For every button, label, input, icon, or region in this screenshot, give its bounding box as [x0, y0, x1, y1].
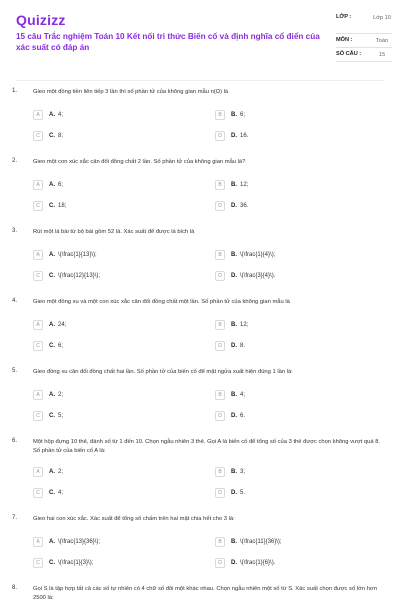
worksheet-header — [0, 0, 400, 80]
option-letter-box: A — [33, 320, 43, 330]
option-text: \(\frac{1}{6}\). — [240, 559, 276, 566]
option-a[interactable]: A A. 24; — [33, 318, 177, 331]
question-text: Gieo một con xúc xắc cân đối đồng chất 2 lần. Số phần tử của không gian mẫu là? — [33, 159, 246, 165]
option-c[interactable]: C C. 5; — [33, 409, 177, 422]
option-text: 8; — [58, 132, 64, 139]
question-list — [0, 88, 400, 600]
question-text: Rút một lá bài từ bộ bài gồm 52 lá. Xác suất để được lá bích là — [33, 229, 195, 235]
meta-subject — [336, 37, 392, 51]
meta-grade-key: LỚP : — [336, 14, 352, 20]
option-letter-box: B — [215, 320, 225, 330]
option-a[interactable]: A A. 6; — [33, 178, 177, 191]
option-letter-box: B — [215, 110, 225, 120]
question-5 — [0, 368, 400, 438]
option-b[interactable]: B B. 4; — [215, 388, 359, 401]
question-2 — [0, 158, 400, 228]
question-number: 2. — [12, 158, 18, 164]
question-8 — [0, 585, 400, 600]
option-text: 2; — [58, 468, 64, 475]
option-text: 8. — [240, 342, 246, 349]
option-letter-box: B — [215, 180, 225, 190]
meta-subject-key: MÔN : — [336, 37, 353, 43]
option-letter-box: B — [215, 390, 225, 400]
option-text: 6; — [240, 111, 246, 118]
option-letter-box: C — [33, 201, 43, 211]
option-letter-box: C — [33, 131, 43, 141]
option-text: 36. — [240, 202, 249, 209]
question-text: Gieo một đồng tiền liên tiếp 3 lần thì số phần tử của không gian mẫu n(Ω) là — [33, 89, 229, 95]
question-number: 3. — [12, 228, 18, 234]
meta-grade — [336, 14, 392, 37]
option-d[interactable]: D D. 5. — [215, 486, 359, 499]
option-letter-box: D — [215, 271, 225, 281]
option-text: 12; — [240, 181, 249, 188]
option-letter-box: D — [215, 558, 225, 568]
question-text: Gieo một đồng xu và một con xúc xắc cân đối đồng chất một lần. Số phần tử của không gian mẫu là — [33, 299, 290, 305]
option-text: \(\frac{1}{4}\); — [240, 251, 276, 258]
question-text: Gọi S là tập hợp tất cả các số tự nhiên có 4 chữ số đôi một khác nhau. Chọn ngẫu nhiên một số từ S. Xác suất chọn được số lớn hơn 2500 là: — [33, 586, 377, 600]
option-letter-box: D — [215, 341, 225, 351]
option-b[interactable]: B B. \(\frac{11}{36}\); — [215, 535, 359, 548]
question-number: 1. — [12, 88, 18, 94]
option-a[interactable]: A A. \(\frac{1}{13}\); — [33, 248, 177, 261]
option-letter-box: D — [215, 411, 225, 421]
question-6 — [0, 438, 400, 515]
meta-count — [336, 51, 392, 65]
option-letter-box: B — [215, 467, 225, 477]
option-letter-box: C — [33, 488, 43, 498]
option-text: \(\frac{13}{36}\); — [58, 538, 101, 545]
option-c[interactable]: C C. \(\frac{12}{13}\); — [33, 269, 177, 282]
option-text: 6. — [240, 412, 246, 419]
question-1 — [0, 88, 400, 158]
option-text: 3; — [240, 468, 246, 475]
option-text: 16. — [240, 132, 249, 139]
option-text: 4; — [58, 489, 64, 496]
option-text: \(\frac{3}{4}\). — [240, 272, 276, 279]
question-text: Gieo đồng xu cân đối đồng chất hai lần. Số phần tử của biến cố để mặt ngửa xuất hiện đúng 1 lần là: — [33, 369, 293, 375]
option-letter-box: C — [33, 271, 43, 281]
option-text: \(\frac{12}{13}\); — [58, 272, 101, 279]
option-a[interactable]: A A. 4; — [33, 108, 177, 121]
option-c[interactable]: C C. 8; — [33, 129, 177, 142]
meta-count-value: 15 — [378, 52, 386, 58]
option-c[interactable]: C C. 4; — [33, 486, 177, 499]
option-letter-box: A — [33, 250, 43, 260]
option-letter-box: A — [33, 390, 43, 400]
meta-count-key: SỐ CÂU : — [336, 51, 362, 57]
option-text: 5; — [58, 412, 64, 419]
quizizz-logo: Quizizz — [16, 12, 66, 28]
option-letter-box: D — [215, 201, 225, 211]
option-text: 4; — [240, 391, 246, 398]
option-letter-box: A — [33, 110, 43, 120]
meta-subject-value: Toán — [375, 38, 389, 44]
option-b[interactable]: B B. 12; — [215, 178, 359, 191]
worksheet-meta — [336, 14, 392, 65]
question-number: 7. — [12, 515, 18, 521]
question-number: 6. — [12, 438, 18, 444]
option-c[interactable]: C C. 18; — [33, 199, 177, 212]
option-letter-box: A — [33, 537, 43, 547]
option-letter-box: B — [215, 537, 225, 547]
option-d[interactable]: D D. 6. — [215, 409, 359, 422]
question-7 — [0, 515, 400, 585]
option-a[interactable]: A A. 2; — [33, 388, 177, 401]
option-text: \(\frac{1}{3}\); — [58, 559, 94, 566]
option-d[interactable]: D D. 36. — [215, 199, 359, 212]
option-a[interactable]: A A. \(\frac{13}{36}\); — [33, 535, 177, 548]
option-letter-box: D — [215, 488, 225, 498]
worksheet-title: 15 câu Trắc nghiệm Toán 10 Kết nối tri thức Biến cố và định nghĩa cổ điển của xác suất có đáp án — [16, 32, 320, 52]
question-number: 4. — [12, 298, 18, 304]
question-text: Một hộp đựng 10 thẻ, đánh số từ 1 đến 10. Chọn ngẫu nhiên 3 thẻ. Gọi A là biến cố để tổng số của 3 thẻ được chọn không vượt quá 8. Số phần tử của biến cố A là: — [33, 439, 381, 454]
option-b[interactable]: B B. 6; — [215, 108, 359, 121]
question-number: 8. — [12, 585, 18, 591]
option-d[interactable]: D D. \(\frac{3}{4}\). — [215, 269, 359, 282]
option-text: 24; — [58, 321, 67, 328]
option-text: 4; — [58, 111, 64, 118]
header-divider — [16, 80, 384, 81]
option-b[interactable]: B B. 3; — [215, 465, 359, 478]
option-letter-box: C — [33, 558, 43, 568]
option-text: 2; — [58, 391, 64, 398]
option-text: \(\frac{11}{36}\); — [240, 538, 282, 545]
option-letter-box: A — [33, 180, 43, 190]
option-d[interactable]: D D. 8. — [215, 339, 359, 352]
option-d[interactable]: D D. \(\frac{1}{6}\). — [215, 556, 359, 569]
option-text: 6; — [58, 181, 64, 188]
option-b[interactable]: B B. \(\frac{1}{4}\); — [215, 248, 359, 261]
option-letter-box: B — [215, 250, 225, 260]
option-text: 5. — [240, 489, 246, 496]
option-letter-box: A — [33, 467, 43, 477]
option-text: 6; — [58, 342, 64, 349]
question-number: 5. — [12, 368, 18, 374]
question-text: Gieo hai con xúc xắc. Xác suất để tổng số chấm trên hai mặt chia hết cho 3 là: — [33, 516, 235, 522]
option-letter-box: C — [33, 341, 43, 351]
question-4 — [0, 298, 400, 368]
option-c[interactable]: C C. \(\frac{1}{3}\); — [33, 556, 177, 569]
option-text: 12; — [240, 321, 249, 328]
meta-grade-value: Lớp 10 — [373, 15, 391, 21]
option-c[interactable]: C C. 6; — [33, 339, 177, 352]
option-d[interactable]: D D. 16. — [215, 129, 359, 142]
option-letter-box: C — [33, 411, 43, 421]
option-b[interactable]: B B. 12; — [215, 318, 359, 331]
option-text: \(\frac{1}{13}\); — [58, 251, 97, 258]
option-a[interactable]: A A. 2; — [33, 465, 177, 478]
option-letter-box: D — [215, 131, 225, 141]
question-3 — [0, 228, 400, 298]
option-text: 18; — [58, 202, 67, 209]
